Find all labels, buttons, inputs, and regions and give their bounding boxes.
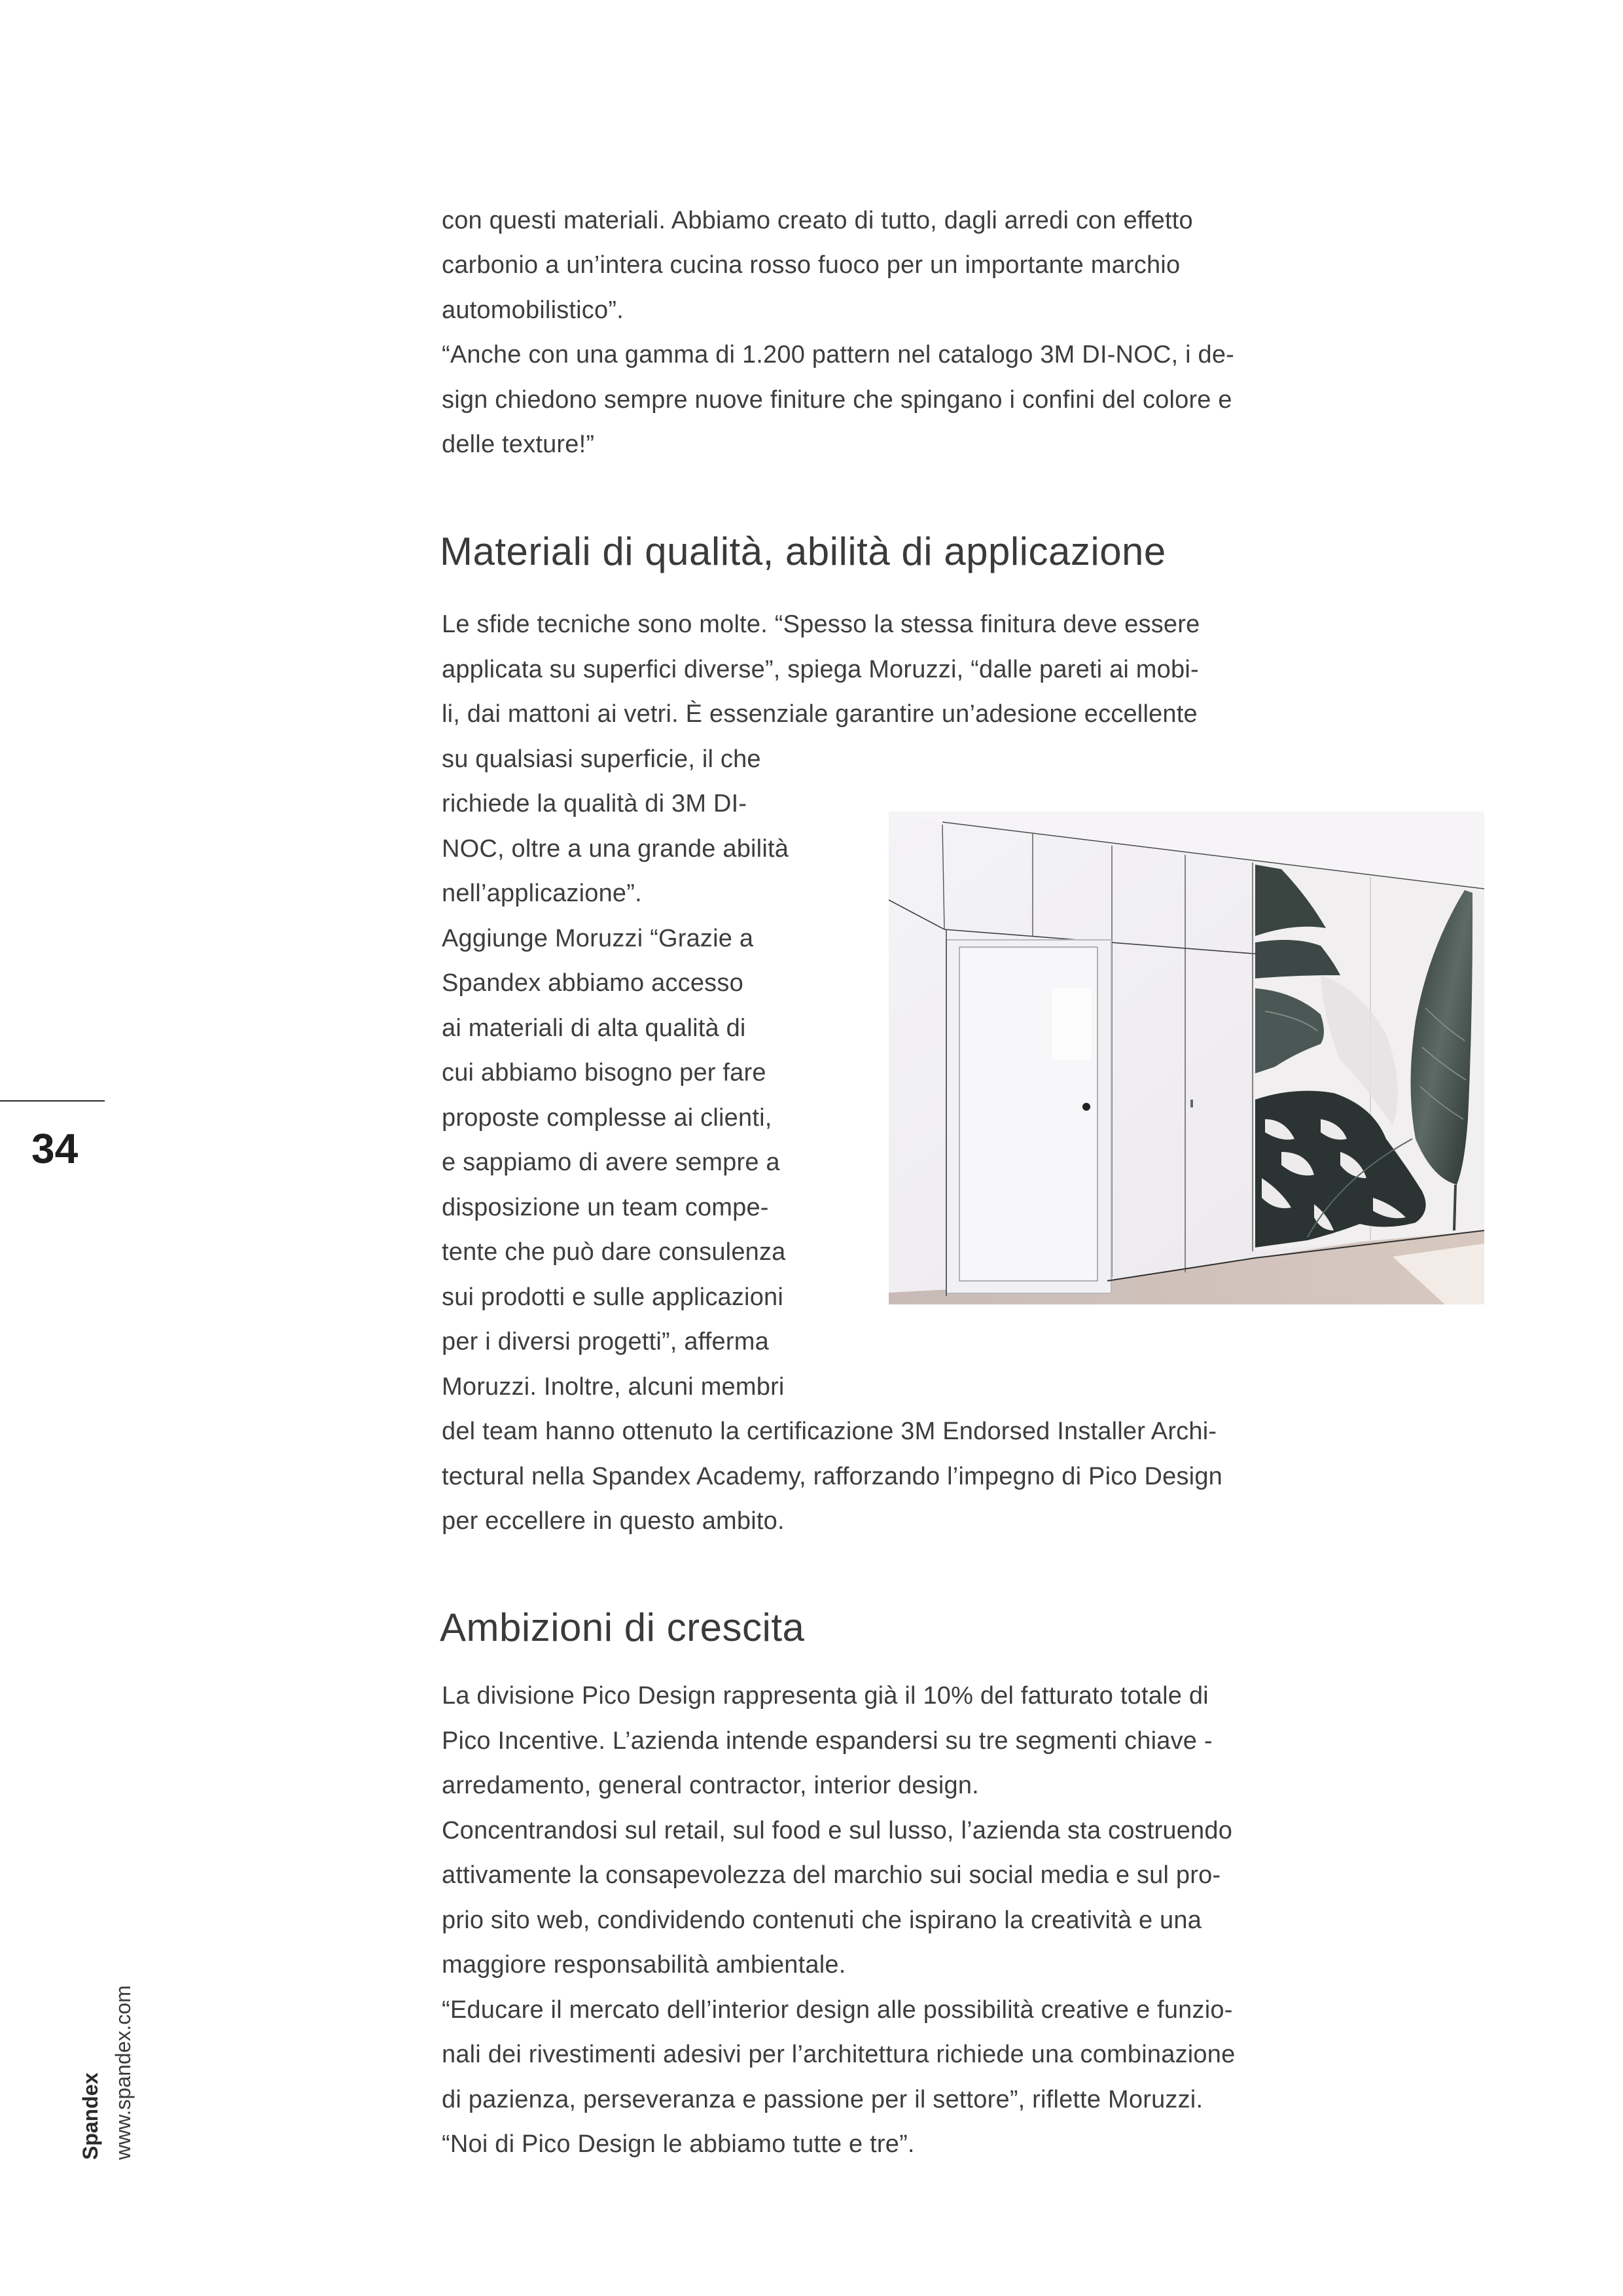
page-number: 34 [31,1125,79,1172]
text-line: maggiore responsabilità ambientale. [442,1951,846,1979]
wardrobe-photo-illustration [889,812,1484,1304]
text-line: per i diversi progetti”, afferma [442,1328,769,1355]
text-line: tectural nella Spandex Academy, rafforzando l’impegno di Pico Design [442,1462,1222,1490]
website-link[interactable]: www.spandex.com [111,1985,135,2160]
text-line: delle texture!” [442,431,595,458]
text-line: e sappiamo di avere sempre a [442,1149,780,1176]
text-line: “Noi di Pico Design le abbiamo tutte e tre”. [442,2130,915,2158]
text-line: La divisione Pico Design rappresenta già il 10% del fatturato totale di [442,1682,1209,1710]
text-line: Moruzzi. Inoltre, alcuni membri [442,1372,785,1401]
text-line: sign chiedono sempre nuove finiture che spingano i confini del colore e [442,386,1232,414]
text-line: di pazienza, perseveranza e passione per il settore”, riflette Moruzzi. [442,2085,1204,2113]
door-knob [1082,1103,1090,1111]
page-number-rule [0,1100,105,1102]
section-heading: Ambizioni di crescita [440,1605,805,1649]
side-brand [80,2062,106,2160]
text-line: Le sfide tecniche sono molte. “Spesso la stessa finitura deve essere [442,611,1200,638]
text-line: applicata su superfici diverse”, spiega Moruzzi, “dalle pareti ai mobi- [442,655,1199,683]
text-line: su qualsiasi superficie, il che [442,745,761,773]
text-line: carbonio a un’intera cucina rosso fuoco per un importante marchio [442,251,1181,279]
text-line: proposte complesse ai clienti, [442,1103,772,1132]
cabinet-lock [1190,1100,1193,1107]
section-heading: Materiali di qualità, abilità di applicazione [440,529,1166,573]
text-line: Pico Incentive. L’azienda intende espandersi su tre segmenti chiave - [442,1727,1213,1755]
text-line: automobilistico”. [442,296,624,324]
leaf-stem [1454,1185,1455,1230]
side-website [111,1957,137,2160]
text-line: Aggiunge Moruzzi “Grazie a [442,924,754,952]
text-line: li, dai mattoni ai vetri. È essenziale garantire un’adesione eccellente [442,700,1198,728]
text-line: prio sito web, condividendo contenuti che ispirano la creatività e una [442,1906,1202,1934]
text-line: Spandex abbiamo accesso [442,969,743,997]
text-line: tente che può dare consulenza [442,1238,786,1266]
text-line: nell’applicazione”. [442,880,642,907]
text-line: “Anche con una gamma di 1.200 pattern nel catalogo 3M DI-NOC, i de- [442,341,1235,368]
brand-name: Spandex [79,2072,102,2160]
text-line: “Educare il mercato dell’interior design alle possibilità creative e funzio- [442,1996,1233,2024]
text-line: per eccellere in questo ambito. [442,1507,785,1535]
text-line: richiede la qualità di 3M DI- [442,790,747,817]
text-line: con questi materiali. Abbiamo creato di tutto, dagli arredi con effetto [442,207,1193,234]
text-line: NOC, oltre a una grande abilità [442,834,789,863]
text-line: arredamento, general contractor, interior design. [442,1772,979,1799]
text-line: nali dei rivestimenti adesivi per l’architettura richiede una combinazione [442,2041,1236,2068]
text-line: del team hanno ottenuto la certificazione 3M Endorsed Installer Archi- [442,1418,1217,1445]
article-photo [889,812,1484,1304]
text-line: Concentrandosi sul retail, sul food e sul lusso, l’azienda sta costruendo [442,1816,1233,1844]
door-reflection [1052,988,1092,1060]
text-line: disposizione un team compe- [442,1193,769,1221]
text-line: ai materiali di alta qualità di [442,1014,746,1042]
text-line: sui prodotti e sulle applicazioni [442,1283,784,1311]
text-line: attivamente la consapevolezza del marchio sui social media e sul pro- [442,1861,1221,1889]
text-line: cui abbiamo bisogno per fare [442,1059,766,1086]
